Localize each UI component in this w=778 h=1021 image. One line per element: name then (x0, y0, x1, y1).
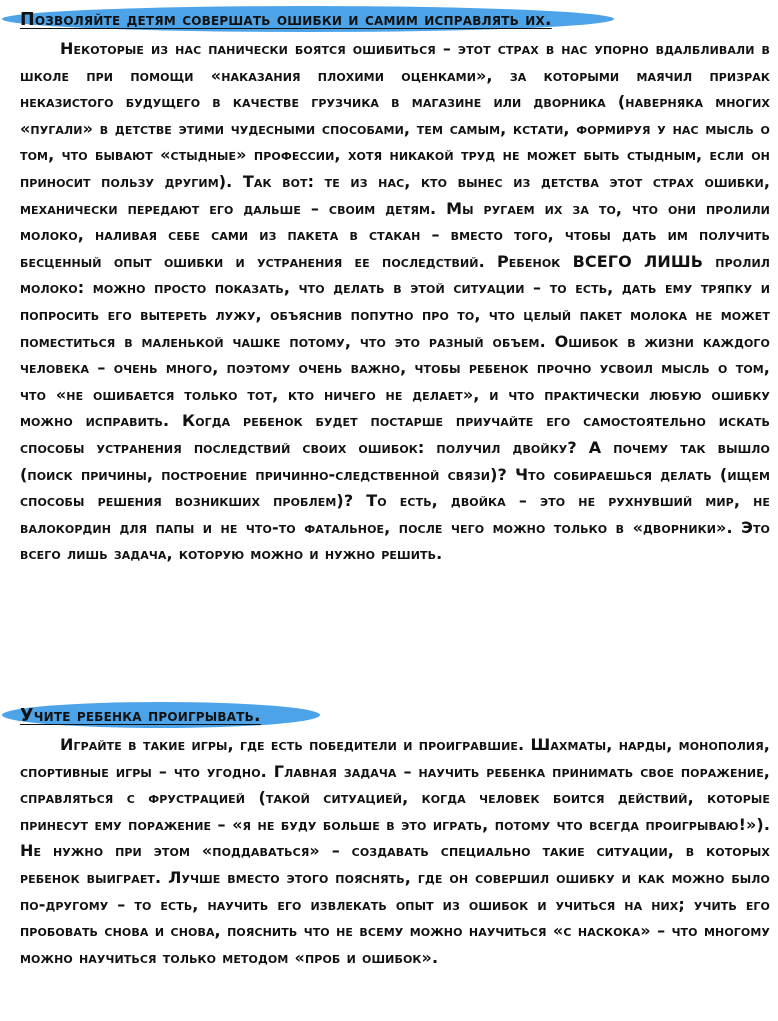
section-paragraph: Играйте в такие игры, где есть победители и проигравшие. Шахматы, нарды, монополия, спортивные игры – что угодно. Главная задача – научить ребенка принимать свое поражение, справляться с фрустрацией (такой ситуацией, когда человек боится действий, которые принесут ему поражение – «я не буду больше в это играть, потому что всегда проигрываю!»). Не нужно при этом «поддаваться» – создавать специально такие ситуации, в которых ребенок выиграет. Лучше вместо этого пояснять, где он совершил ошибку и как можно было по-другому – то есть, научить его извлекать опыт из ошибок и учиться на них; учить его пробовать снова и снова, пояснить что не всему можно научиться «с наскока» – что многому можно научиться только методом «проб и ошибок». (20, 735, 770, 967)
section-losing (0, 700, 778, 971)
section-heading: Позволяйте детям совершать ошибки и самим исправлять их. (20, 10, 552, 30)
section-paragraph: Некоторые из нас панически боятся ошибиться – этот страх в нас упорно вдалбливали в школе при помощи «наказания плохими оценками», за которыми маячил призрак неказистого будущего в качестве грузчика в магазине или дворника (наверняка многих «пугали» в детстве этими чудесными способами, тем самым, кстати, формируя у нас мысль о том, что бывают «стыдные» профессии, хотя никакой труд не может быть стыдным, если он приносит пользу другим). Так вот: те из нас, кто вынес из детства этот страх ошибки, механически передают его дальше – своим детям. Мы ругаем их за то, что они пролили молоко, наливая себе сами из пакета в стакан – вместо того, чтобы дать им получить бесценный опыт ошибки и устранения ее последствий. Ребенок ВСЕГО ЛИШЬ пролил молоко: можно просто показать, что делать в этой ситуации – то есть, дать ему тряпку и попросить его вытереть лужу, объяснив попутно про то, что целый пакет молока не может поместиться в маленькой чашке потому, что это разный объем. Ошибок в жизни каждого человека – очень много, поэтому очень важно, чтобы ребенок прочно усвоил мысль о том, что «не ошибается только тот, кто ничего не делает», и что практически любую ошибку можно исправить. Когда ребенок будет постарше приучайте его самостоятельно искать способы устранения последствий своих ошибок: получил двойку? А почему так вышло (поиск причины, построение причинно-следственной связи)? Что собираешься делать (ищем способы решения возникших проблем)? То есть, двойка – это не рухнувший мир, не валокордин для папы и не что-то фатальное, после чего можно только в «дворники». Это всего лишь задача, которую можно и нужно решить. (20, 39, 770, 564)
section-heading: Учите ребенка проигрывать. (20, 706, 261, 726)
section-heading-wrap (0, 700, 778, 730)
section-heading-wrap (0, 4, 778, 34)
section-mistakes (0, 4, 778, 568)
